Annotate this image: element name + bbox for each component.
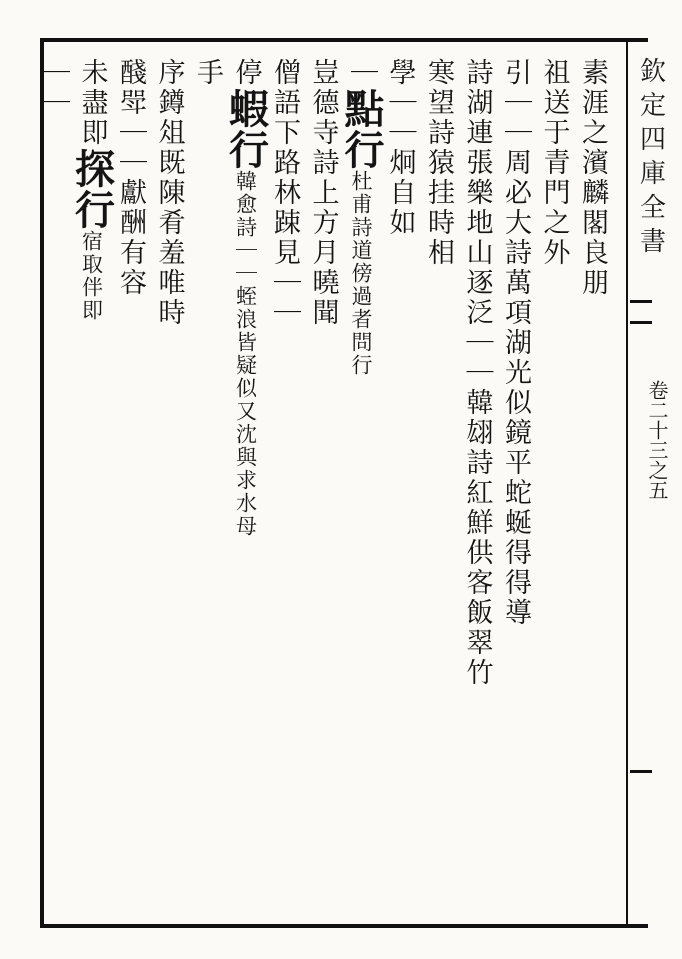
- margin-rule: [626, 38, 628, 928]
- column-text: 豈德寺詩上方月曉聞: [307, 58, 339, 328]
- lower-rule: [630, 770, 652, 773]
- running-head-char: 四: [639, 125, 666, 155]
- volume-label: 卷二十三之五: [645, 380, 669, 500]
- column-text: 韓愈詩｜｜蛭浪皆疑似又沈與求水母: [233, 170, 258, 538]
- text-column: [149, 58, 189, 918]
- text-column: [222, 58, 270, 918]
- column-text: ｜｜: [38, 58, 69, 118]
- column-text: 停: [230, 58, 262, 88]
- running-head: [636, 55, 670, 259]
- text-column: [457, 58, 497, 918]
- text-column: [68, 58, 116, 918]
- column-text: 杜甫詩道傍過者問行: [349, 170, 373, 377]
- text-column: [380, 58, 420, 918]
- text-column: [33, 58, 73, 918]
- text-column: [303, 58, 343, 918]
- running-head-char: 定: [639, 91, 666, 121]
- column-text: 詩湖連張樂地山逐泛｜｜韓翃詩紅鮮供客飯翠竹: [461, 58, 493, 688]
- column-text: 學｜｜炯自如: [384, 58, 416, 238]
- text-column: [264, 58, 304, 918]
- text-column: [338, 58, 385, 918]
- running-head-char: 欽: [639, 57, 666, 87]
- text-column: [534, 58, 574, 918]
- column-text: ｜: [346, 58, 377, 88]
- text-column: [418, 58, 458, 918]
- headword: 探行: [68, 148, 116, 230]
- column-text: 手: [192, 58, 223, 88]
- text-column: [110, 58, 150, 918]
- column-text: 寒望詩猿挂時相: [423, 58, 454, 268]
- column-text: 未盡即: [76, 58, 108, 148]
- running-head-char: 書: [639, 227, 666, 257]
- headword: 點行: [338, 88, 385, 170]
- column-text: 醆斝｜｜獻酬有容: [115, 58, 146, 298]
- text-column: [495, 58, 535, 918]
- column-text: 引｜｜周必大詩萬項湖光似鏡平蛇蜒得得導: [500, 58, 531, 628]
- fish-tail-mark: [630, 300, 652, 324]
- column-text: 祖送于青門之外: [538, 58, 570, 268]
- text-column: [187, 58, 227, 918]
- text-column: [572, 58, 612, 918]
- column-text: 序鐏俎既陳肴羞唯時: [153, 58, 185, 328]
- column-text: 宿取伴即: [79, 230, 104, 322]
- running-head-char: 庫: [639, 159, 666, 189]
- column-text: 素涯之濱麟閣良朋: [577, 58, 608, 298]
- column-text: 僧語下路林踈見｜｜: [269, 58, 300, 328]
- running-head-char: 全: [639, 193, 666, 223]
- headword: 蝦行: [222, 88, 270, 170]
